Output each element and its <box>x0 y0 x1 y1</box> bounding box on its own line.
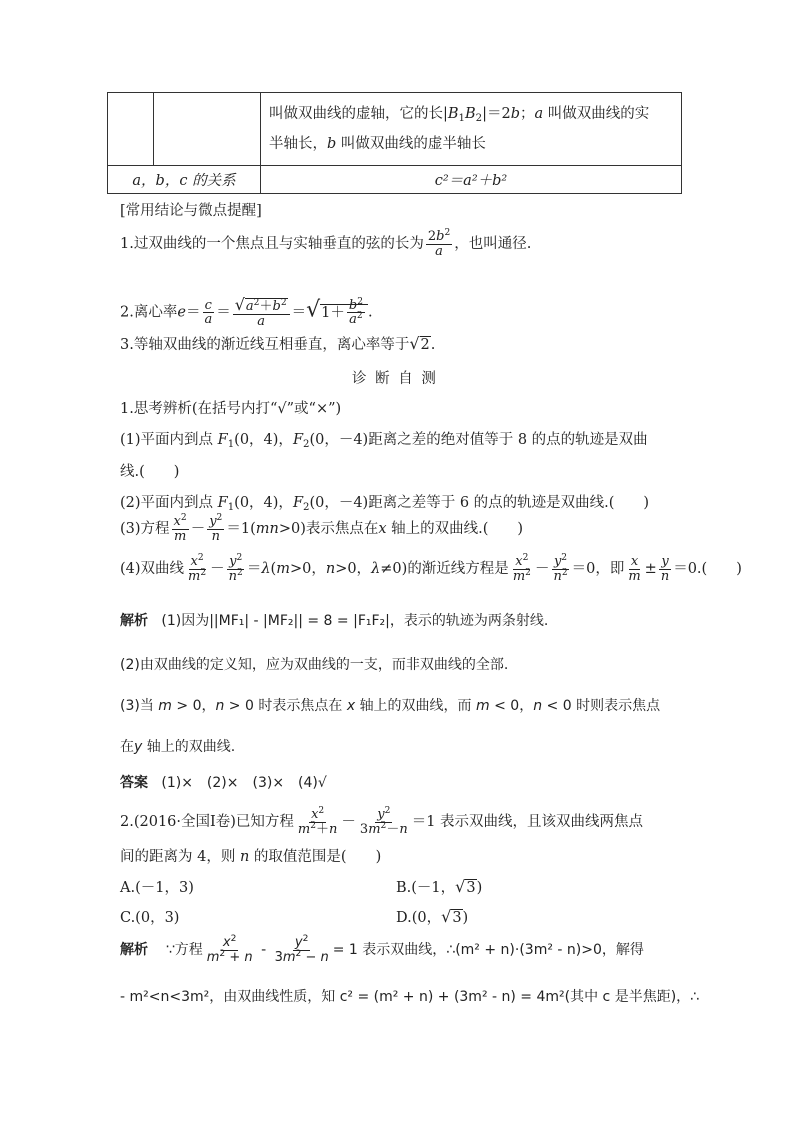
text: 表示焦点在 <box>305 521 379 538</box>
option-c: C.(0，3) <box>120 910 180 926</box>
solution-q2-cont: - m²<n<3m²，由双曲线性质，知 c² = (m² + n) + (3m² - n) = 4m²(其中 c 是半焦距)，∴ <box>120 989 700 1005</box>
question-1-title: 1.思考辨析(在括号内打“√”或“×”) <box>120 401 342 417</box>
fraction: $\frac{y^2}{3m^2 - n}$ <box>274 933 329 965</box>
fraction: $\frac{x^2}{m^2+n}$ <box>297 805 338 837</box>
fraction: $\frac{√a^2+b^2}{a}$ <box>233 297 290 328</box>
text: 半轴长， <box>269 136 327 152</box>
text: = 1 表示双曲线，∴(m² + n)·(3m² - n)>0，解得 <box>332 942 644 958</box>
conclusion-2: 2.离心率e＝ $\frac{c}{a}$ ＝ $\frac{√a^2+b^2}{a}$ ＝√1＋ $\frac{b^2}{a^2}$ . <box>120 295 373 329</box>
fraction: $\frac{x^2}{m}$ <box>173 513 187 544</box>
question-2: 2.(2016·全国Ⅰ卷)已知方程 $\frac{x^2}{m^2+n}$ － $\frac{y^2}{3m^2-n}$ ＝1 表示双曲线，且该双曲线两焦点 <box>120 805 644 837</box>
table-row <box>108 93 682 166</box>
text: 距离之差等于 6 的点的轨迹是双曲线.( ) <box>368 495 650 511</box>
fraction: $\frac{x}{m}$ <box>628 554 641 584</box>
fraction: $\frac{c}{a}$ <box>204 297 213 328</box>
solution-label: 解析 <box>120 613 148 629</box>
solution-q2: 解析 ∵方程 $\frac{x^2}{m^2 + n}$ - $\frac{y^2}{3m^2 - n}$ = 1 表示双曲线，∴(m² + n)·(3m² - n)>0，解得 <box>120 933 644 965</box>
imaginary-axis-description: 叫做双曲线的虚轴，它的长$|B_1B_2|=2b$；a 叫做双曲线的实 半轴长，b 叫做双曲线的虚半轴长 <box>269 106 650 152</box>
text: 2.离心率 <box>120 304 178 321</box>
text: D.(0， <box>396 910 442 926</box>
question-1-2: (2)平面内到点 $F_1(0$，4)，$F_2(0$，－4)距离之差等于 6 的点的轨迹是双曲线.( ) <box>120 495 650 514</box>
fraction: $\frac{2b^2}{a}$ <box>427 227 451 259</box>
text: 叫做双曲线的虚轴，它的长| <box>269 106 448 122</box>
text: 在 <box>120 739 134 755</box>
fraction: $\frac{x^2}{m^2}$ <box>512 553 531 584</box>
text: 轴上的双曲线.( ) <box>391 521 524 538</box>
solution-label: 解析 <box>120 942 148 958</box>
text: 的渐近线方程是 <box>407 561 509 578</box>
fraction: $\frac{y}{n}$ <box>660 554 670 584</box>
solution-2: (2)由双曲线的定义知，应为双曲线的一支，而非双曲线的全部. <box>120 657 509 673</box>
solution-3: (3)当 m > 0，n > 0 时表示焦点在 x 轴上的双曲线，而 m < 0，n < 0 时则表示焦点 <box>120 698 661 714</box>
fraction: $\frac{b^2}{a^2}$ <box>348 296 363 328</box>
conclusion-1 <box>120 222 531 266</box>
fraction: $\frac{y^2}{3m^2-n}$ <box>359 805 408 837</box>
conclusion-3: 3.等轴双曲线的渐近线互相垂直，离心率等于√2. <box>120 334 436 353</box>
table-cell <box>261 166 682 194</box>
text: 1.过双曲线的一个焦点且与实轴垂直的弦的长为 <box>120 236 424 252</box>
fraction: $\frac{x^2}{m^2 + n}$ <box>206 933 253 965</box>
table-cell <box>261 93 682 166</box>
text: 3.等轴双曲线的渐近线互相垂直，离心率等于 <box>120 337 410 353</box>
fraction: $\frac{y^2}{n^2}$ <box>553 553 568 584</box>
text: 时则表示焦点 <box>576 698 661 714</box>
answer-1 <box>120 772 327 792</box>
solution-3-cont: 在y 轴上的双曲线. <box>120 739 236 755</box>
question-1-1: (1)平面内到点 $F_1(0$，4)，$F_2(0$，－4)距离之差的绝对值等于 8 的点的轨迹是双曲 <box>120 432 648 451</box>
question-1-3: (3)方程 $\frac{x^2}{m}$ － $\frac{y^2}{n}$ ＝1(mn>0)表示焦点在x 轴上的双曲线.( ) <box>120 513 524 544</box>
text: 轴上的双曲线，而 <box>359 698 472 714</box>
text: 时表示焦点在 <box>258 698 343 714</box>
text: 叫做双曲线的虚半轴长 <box>340 136 486 152</box>
option-b: B.(－1，√3) <box>396 877 483 896</box>
text: 距离之差的绝对值等于 8 的点的轨迹是双曲 <box>368 432 648 448</box>
text: 叫做双曲线的实 <box>547 106 650 122</box>
hyperbola-properties-table <box>107 92 682 194</box>
text: 间的距离为 4，则 <box>120 849 236 865</box>
text: (1)× (2)× (3)× (4)√ <box>161 775 327 791</box>
text: 轴上的双曲线. <box>146 739 236 755</box>
text: ＝1 表示双曲线，且该双曲线两焦点 <box>411 814 644 830</box>
text: (3)方程 <box>120 521 170 538</box>
table-cell <box>108 166 261 194</box>
text: ∵方程 <box>165 942 203 958</box>
question-1-1-cont: 线.( ) <box>120 464 180 480</box>
solution-1 <box>120 610 548 630</box>
option-d: D.(0，√3) <box>396 907 469 926</box>
option-a: A.(－1，3) <box>120 880 194 896</box>
text: (4)双曲线 <box>120 561 185 578</box>
text: (2)平面内到点 <box>120 495 214 511</box>
section-heading: 诊 断 自 测 <box>352 371 438 387</box>
table-row <box>108 166 682 194</box>
text: ，也叫通径. <box>454 236 532 252</box>
text: ； <box>520 106 535 122</box>
section-heading: [常用结论与微点提醒] <box>120 203 262 219</box>
text: 的取值范围是( ) <box>253 849 382 865</box>
text: ＝0.( ) <box>673 561 742 578</box>
table-cell <box>108 93 154 166</box>
abc-relation-formula: c²＝a²＋b² <box>434 173 508 189</box>
fraction: $\frac{x^2}{m^2}$ <box>188 553 207 584</box>
text: 2.(2016·全国Ⅰ卷)已知方程 <box>120 814 294 830</box>
text: (3)当 <box>120 698 154 714</box>
abc-relation-label: a，b，c 的关系 <box>132 173 236 189</box>
fraction: $\frac{y^2}{n}$ <box>209 513 223 544</box>
question-2-cont: 间的距离为 4，则 n 的取值范围是( ) <box>120 849 382 865</box>
text: ＝0，即 <box>571 561 625 578</box>
answer-label: 答案 <box>120 775 148 791</box>
text: B.(－1， <box>396 880 456 896</box>
text: |＝2 <box>482 106 511 122</box>
table-cell <box>154 93 261 166</box>
question-1-4: (4)双曲线 $\frac{x^2}{m^2}$ － $\frac{y^2}{n^2}$ ＝λ(m>0，n>0，λ≠0)的渐近线方程是 $\frac{x^2}{m^2}$ － $\frac{y^2}{n^2}$ ＝0，即 $\frac{x}{m}$ ± $\frac{y}{n}$ ＝0.( ) <box>120 553 742 584</box>
text: (1)因为||MF₁| - |MF₂|| = 8 = |F₁F₂|，表示的轨迹为两条射线. <box>161 613 549 629</box>
text: (1)平面内到点 <box>120 432 214 448</box>
fraction: $\frac{y^2}{n^2}$ <box>228 553 243 584</box>
